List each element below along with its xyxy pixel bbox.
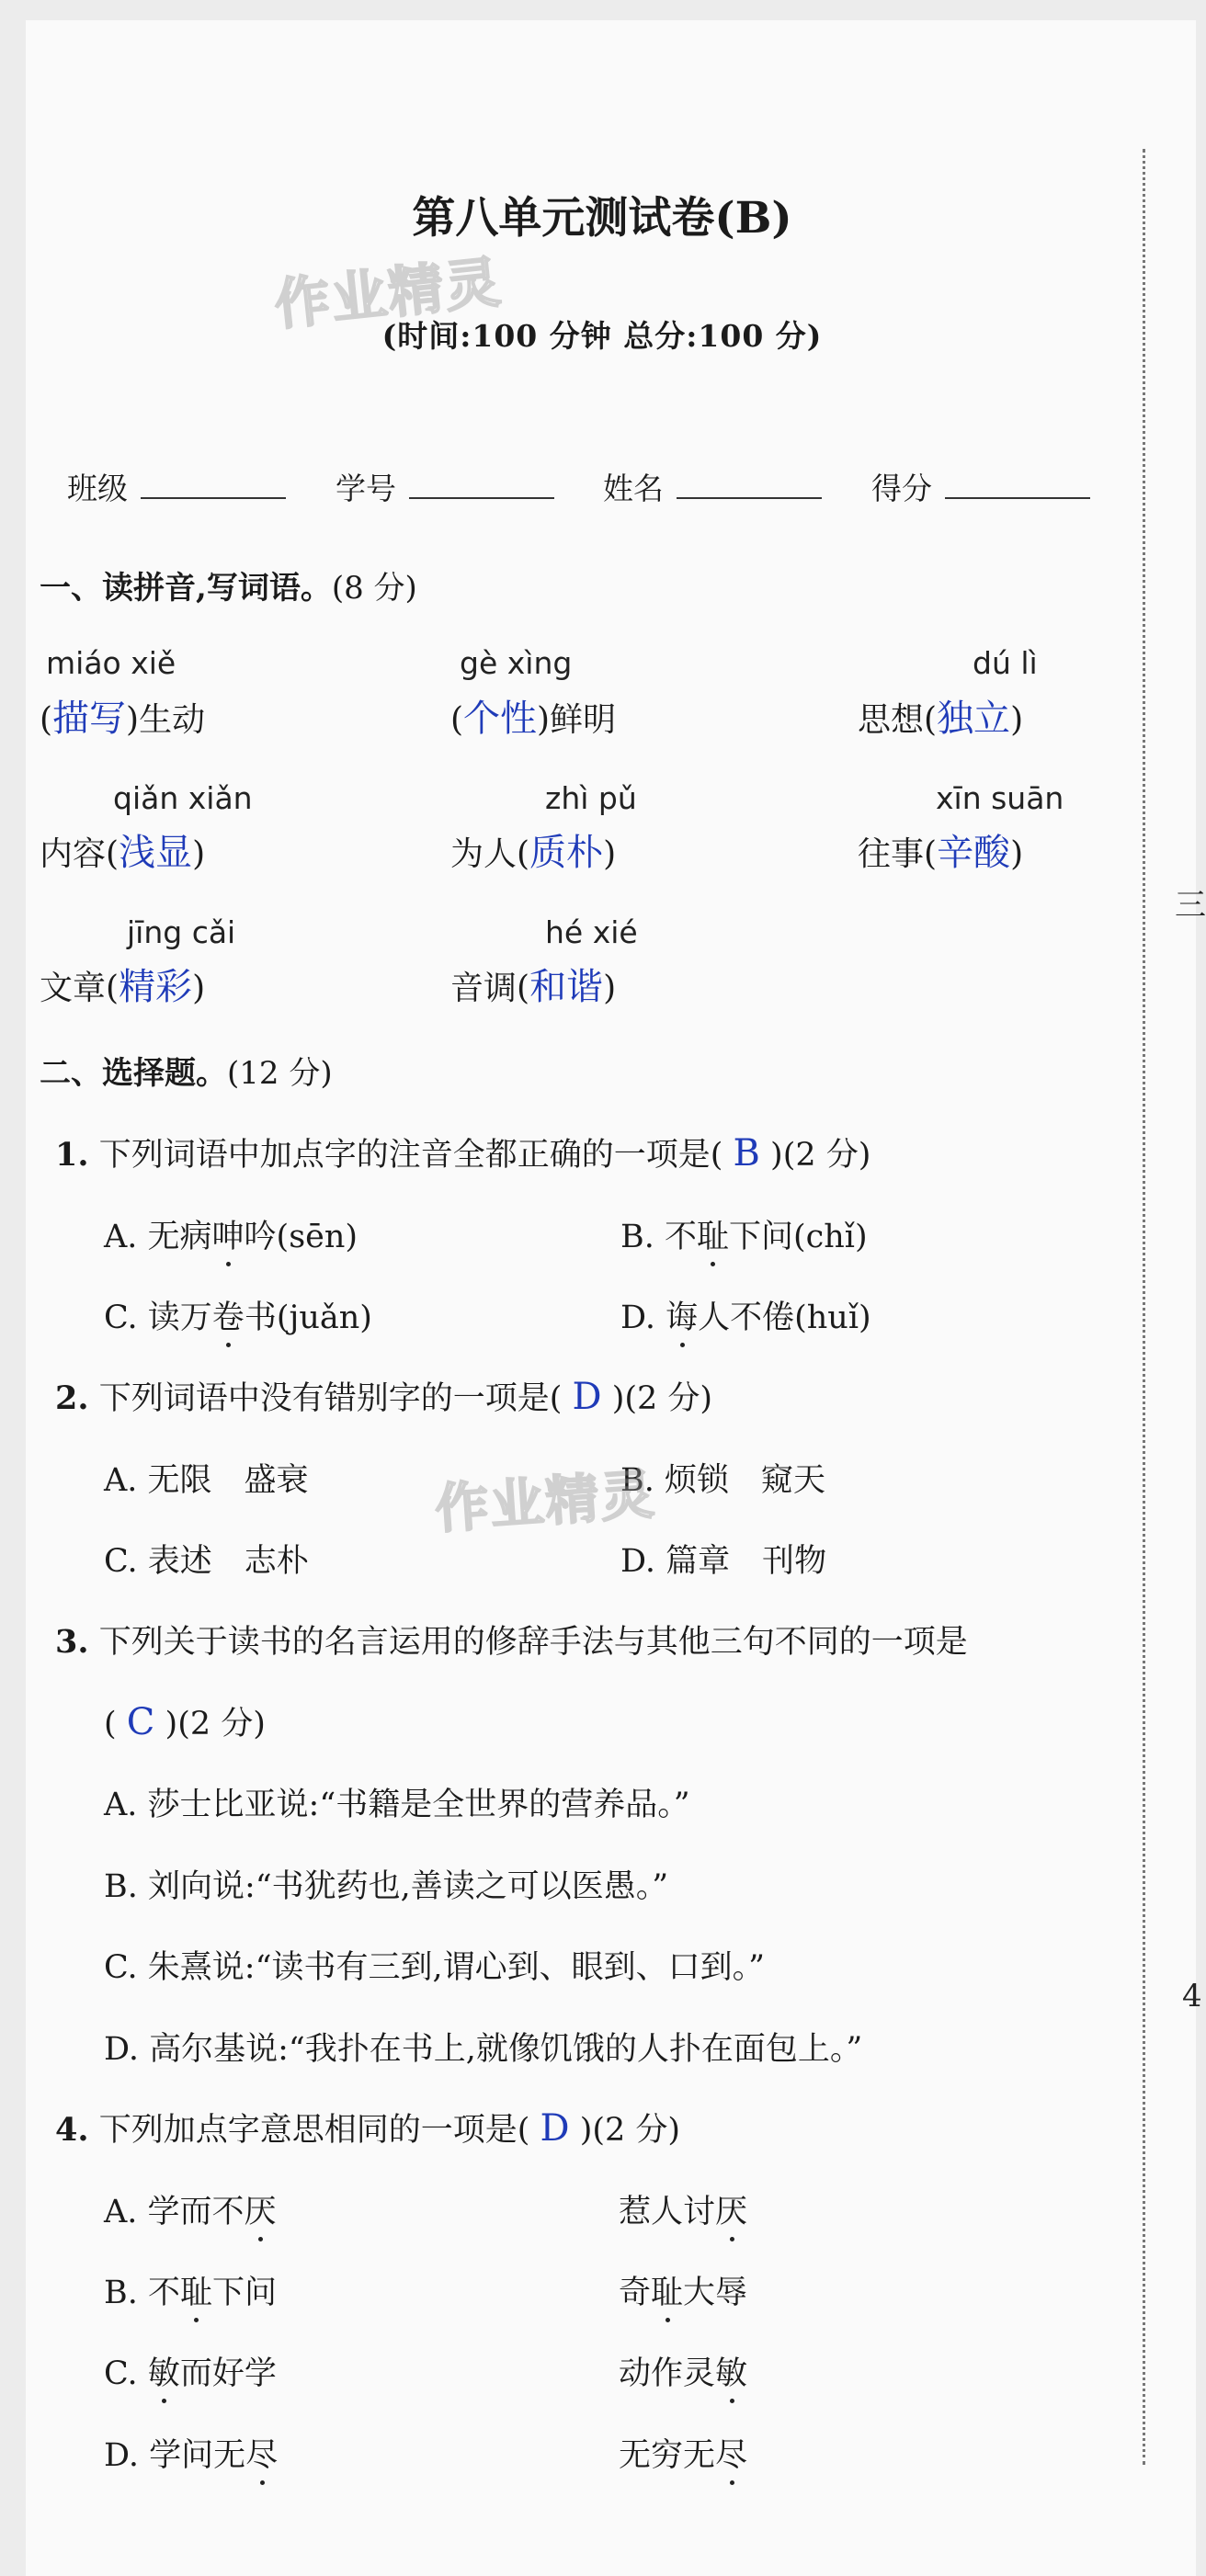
section2-heading: 二、选择题。(12 分): [40, 1055, 333, 1092]
question-4: 4. 下列加点字意思相同的一项是( D )(2 分): [55, 2107, 681, 2150]
class-blank[interactable]: [141, 473, 286, 499]
class-field: 班级: [67, 465, 286, 508]
pinyin: qiǎn xiǎn: [113, 780, 253, 816]
word-item: 内容(浅显): [40, 832, 206, 874]
pinyin: miáo xiě: [46, 645, 176, 681]
question-3-answer: ( C )(2 分): [104, 1701, 266, 1743]
pinyin: zhì pǔ: [545, 780, 637, 816]
name-field: 姓名: [603, 465, 822, 508]
edge-mark: 4: [1182, 1978, 1202, 2014]
name-blank[interactable]: [677, 473, 822, 499]
q4-option-b-left: B. 不耻下问: [104, 2275, 278, 2311]
word-item: 音调(和谐): [450, 966, 617, 1008]
q3-option-d: D. 高尔基说:“我扑在书上,就像饥饿的人扑在面包上。”: [104, 2031, 863, 2068]
q4-option-c-left: C. 敏而好学: [104, 2355, 277, 2392]
q2-option-a: A. 无限 盛衰: [104, 1462, 309, 1499]
q3-option-a: A. 莎士比亚说:“书籍是全世界的营养品。”: [104, 1787, 690, 1823]
q4-option-a-right: 惹人讨厌: [619, 2194, 748, 2230]
score-field: 得分: [871, 465, 1090, 508]
question-2: 2. 下列词语中没有错别字的一项是( D )(2 分): [55, 1376, 713, 1418]
q2-option-b: B. 烦锁 窥天: [620, 1462, 825, 1499]
exam-time-score: (时间:100 分钟 总分:100 分): [381, 318, 823, 354]
exam-page: [26, 20, 1206, 2576]
q4-option-d-right: 无穷无尽: [619, 2437, 748, 2474]
word-item: (个性)鲜明: [450, 698, 617, 740]
q4-option-a-left: A. 学而不厌: [104, 2194, 277, 2230]
q4-option-c-right: 动作灵敏: [619, 2355, 748, 2392]
watermark: 作业精灵: [433, 1462, 658, 1541]
question-1: 1. 下列词语中加点字的注音全都正确的一项是( B )(2 分): [55, 1132, 871, 1175]
number-blank[interactable]: [409, 473, 554, 499]
watermark: 作业精灵: [271, 250, 506, 338]
word-item: 往事(辛酸): [858, 832, 1024, 874]
pinyin: jīng cǎi: [127, 914, 236, 950]
q4-option-b-right: 奇耻大辱: [619, 2275, 748, 2311]
q4-option-d-left: D. 学问无尽: [104, 2437, 279, 2474]
word-item: 文章(精彩): [40, 966, 206, 1008]
page-title: 第八单元测试卷(B): [412, 193, 792, 244]
pinyin: gè xìng: [460, 645, 573, 681]
section1-heading: 一、读拼音,写词语。(8 分): [40, 570, 417, 607]
student-number-field: 学号: [336, 465, 554, 508]
q1-option-a: A. 无病呻吟(sēn): [104, 1219, 358, 1255]
q3-option-b: B. 刘向说:“书犹药也,善读之可以医愚。”: [104, 1868, 669, 1905]
pinyin: xīn suān: [936, 780, 1064, 816]
dotted-margin-line: [1143, 149, 1145, 2465]
q1-option-c: C. 读万卷书(juǎn): [104, 1299, 372, 1336]
question-3: 3. 下列关于读书的名言运用的修辞手法与其他三句不同的一项是: [55, 1623, 968, 1661]
q3-option-c: C. 朱熹说:“读书有三到,谓心到、眼到、口到。”: [104, 1949, 765, 1986]
q2-option-c: C. 表述 志朴: [104, 1543, 309, 1580]
score-blank[interactable]: [945, 473, 1090, 499]
word-item: (描写)生动: [40, 698, 206, 740]
q1-option-d: D. 诲人不倦(huǐ): [620, 1299, 871, 1336]
q1-option-b: B. 不耻下问(chǐ): [620, 1219, 868, 1255]
word-item: 思想(独立): [858, 698, 1024, 740]
word-item: 为人(质朴): [450, 832, 617, 874]
pinyin: hé xié: [545, 914, 638, 950]
edge-mark: 三: [1175, 887, 1206, 924]
q2-option-d: D. 篇章 刊物: [620, 1543, 827, 1580]
pinyin: dú lì: [973, 645, 1038, 681]
